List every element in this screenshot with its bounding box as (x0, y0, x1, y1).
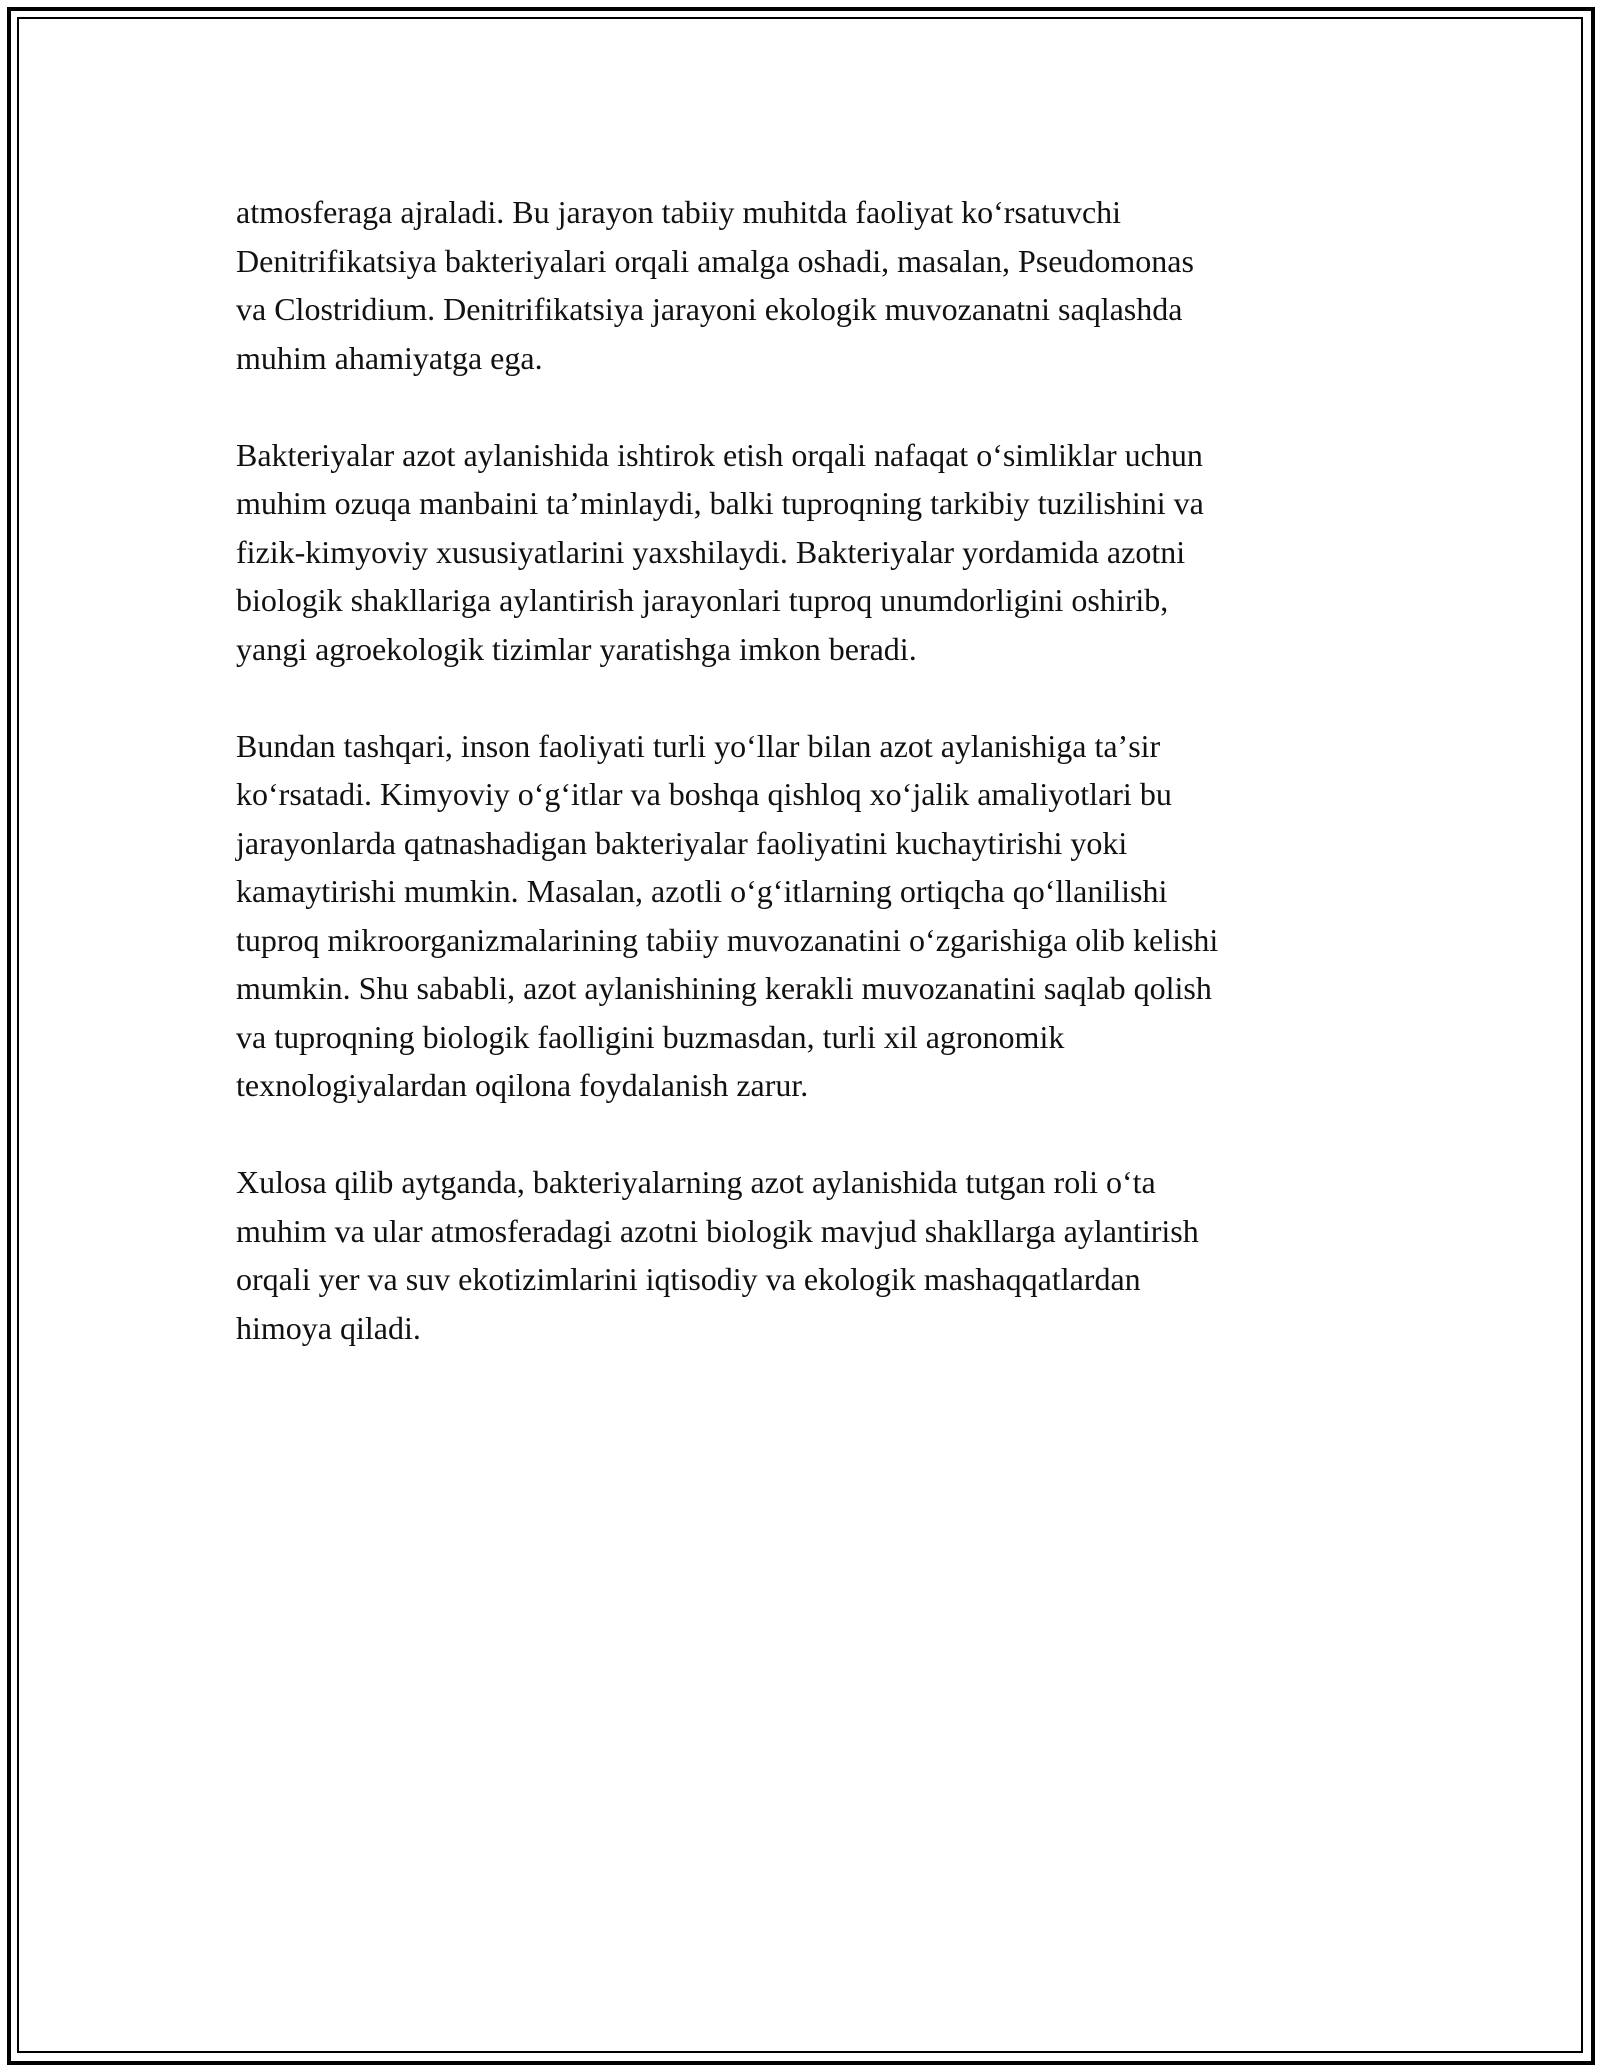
text-line: mumkin. Shu sababli, azot aylanishining kerakli muvozanatini saqlab qolish (236, 970, 1212, 1006)
text-line: kamaytirishi mumkin. Masalan, azotli oʻgʻitlarning ortiqcha qoʻllanilishi (236, 873, 1168, 909)
text-line: tuproq mikroorganizmalarining tabiiy muvozanatini oʻzgarishiga olib kelishi (236, 921, 1219, 958)
text-line: va tuproqning biologik faolligini buzmasdan, turli xil agronomik (236, 1018, 1065, 1055)
text-line: texnologiyalardan oqilona foydalanish zarur. (236, 1067, 809, 1103)
text-line: himoya qiladi. (236, 1309, 421, 1346)
paragraph-bacteria-role (236, 431, 1386, 674)
text-line: fizik-kimyoviy xususiyatlarini yaxshilaydi. Bakteriyalar yordamida azotni (236, 533, 1186, 570)
document-body (236, 188, 1386, 1401)
text-line: va Clostridium. Denitrifikatsiya jarayoni ekologik muvozanatni saqlashda (236, 291, 1183, 327)
text-line: atmosferaga ajraladi. Bu jarayon tabiiy muhitda faoliyat koʻrsatuvchi (236, 194, 1122, 230)
paragraph-denitrification (236, 188, 1386, 382)
paragraph-human-impact (236, 722, 1386, 1110)
text-line: Denitrifikatsiya bakteriyalari orqali amalga oshadi, masalan, Pseudomonas (236, 242, 1194, 279)
text-line: yangi agroekologik tizimlar yaratishga imkon beradi. (236, 630, 917, 667)
text-line: Bakteriyalar azot aylanishida ishtirok etish orqali nafaqat oʻsimliklar uchun (236, 436, 1203, 473)
text-line: Bundan tashqari, inson faoliyati turli yoʻllar bilan azot aylanishiga taʼsir (236, 727, 1161, 764)
text-line: muhim va ular atmosferadagi azotni biologik mavjud shakllarga aylantirish (236, 1212, 1199, 1249)
text-line: biologik shakllariga aylantirish jarayonlari tuproq unumdorligini oshirib, (236, 582, 1169, 618)
text-line: muhim ahamiyatga ega. (236, 339, 543, 376)
text-line: koʻrsatadi. Kimyoviy oʻgʻitlar va boshqa qishloq xoʻjalik amaliyotlari bu (236, 776, 1172, 812)
text-line: jarayonlarda qatnashadigan bakteriyalar faoliyatini kuchaytirishi yoki (236, 824, 1128, 861)
text-line: muhim ozuqa manbaini taʼminlaydi, balki tuproqning tarkibiy tuzilishini va (236, 485, 1204, 521)
text-line: Xulosa qilib aytganda, bakteriyalarning azot aylanishida tutgan roli oʻta (236, 1164, 1156, 1200)
text-line: orqali yer va suv ekotizimlarini iqtisodiy va ekologik mashaqqatlardan (236, 1261, 1141, 1297)
paragraph-conclusion (236, 1158, 1386, 1352)
